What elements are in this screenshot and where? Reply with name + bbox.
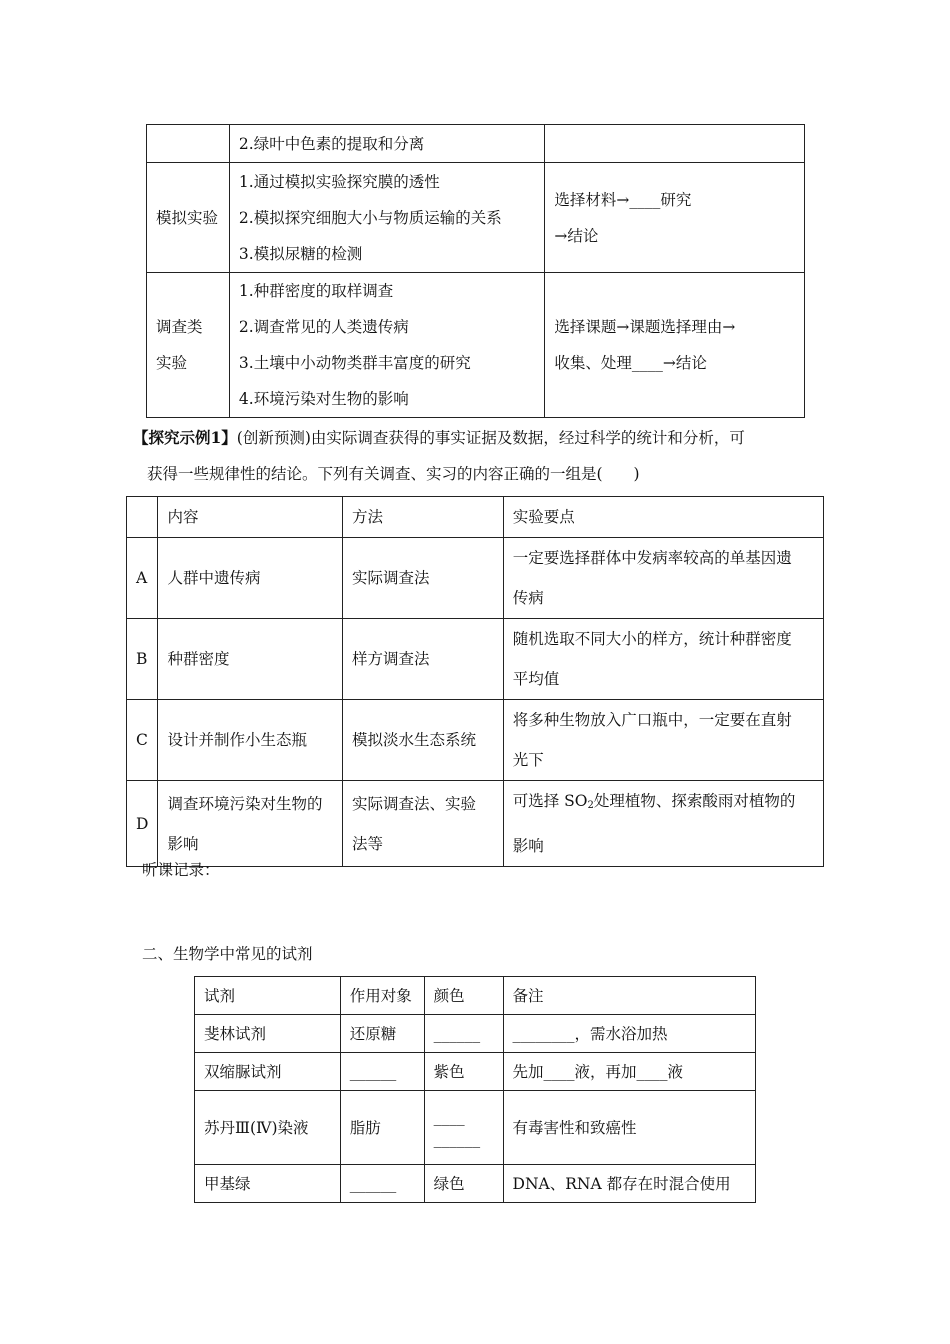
content-cell: 种群密度 [158,619,343,700]
target-cell: 还原糖 [340,1015,424,1053]
example-line-1 [133,420,745,456]
category-cell [147,125,230,163]
table-row [147,273,805,418]
header-points: 实验要点 [503,497,823,538]
table-row [127,619,824,700]
header-target: 作用对象 [340,977,424,1015]
table-row [195,1015,756,1053]
method-cell: 实际调查法、实验 法等 [343,781,504,867]
points-cell: 可选择 $SO_2$处理植物、探索酸雨对植物的 影响 [503,781,823,867]
example-line-2: 获得一些规律性的结论。下列有关调查、实习的内容正确的一组是( ) [147,465,640,483]
reagent-cell: 苏丹Ⅲ(Ⅳ)染液 [195,1091,341,1165]
points-cell: 一定要选择群体中发病率较高的单基因遗 传病 [503,538,823,619]
header-note: 备注 [503,977,755,1015]
header-content: 内容 [158,497,343,538]
header-option [127,497,158,538]
content-cell: 设计并制作小生态瓶 [158,700,343,781]
notes-label: 听课记录： [142,861,220,879]
table-row [147,125,805,163]
category-cell: 模拟实验 [147,163,230,273]
experiment-types-table [146,124,805,418]
target-cell: 脂肪 [340,1091,424,1165]
items-cell: 1.通过模拟实验探究膜的透性 2.模拟探究细胞大小与物质运输的关系 3.模拟尿糖的检测 [229,163,544,273]
table-row [147,163,805,273]
category-cell: 调查类 实验 [147,273,230,418]
section-title: 二、生物学中常见的试剂 [142,945,313,963]
reagent-cell: 双缩脲试剂 [195,1053,341,1091]
header-method: 方法 [343,497,504,538]
color-cell: ______ [424,1015,503,1053]
points-cell: 将多种生物放入广口瓶中，一定要在直射 光下 [503,700,823,781]
color-cell: 绿色 [424,1165,503,1203]
content-cell: 调查环境污染对生物的 影响 [158,781,343,867]
process-cell [545,125,805,163]
option-label: C [127,700,158,781]
points-cell: 随机选取不同大小的样方，统计种群密度 平均值 [503,619,823,700]
content-cell: 人群中遗传病 [158,538,343,619]
option-label: B [127,619,158,700]
table-header-row [127,497,824,538]
reagents-table [194,976,756,1203]
items-cell: 2.绿叶中色素的提取和分离 [229,125,544,163]
example-text-1: (创新预测)由实际调查获得的事实证据及数据，经过科学的统计和分析，可 [236,429,745,447]
example-tag: 【探究示例1】 [133,428,237,447]
color-cell: ____ ______ [424,1091,503,1165]
table-row [195,1053,756,1091]
table-row [127,700,824,781]
items-cell: 1.种群密度的取样调查 2.调查常见的人类遗传病 3.土壤中小动物类群丰富度的研究 4.环境污染对生物的影响 [229,273,544,418]
method-cell: 样方调查法 [343,619,504,700]
option-label: D [127,781,158,867]
table-row [195,1091,756,1165]
header-reagent: 试剂 [195,977,341,1015]
method-cell: 实际调查法 [343,538,504,619]
note-cell: 先加____液，再加____液 [503,1053,755,1091]
process-cell: 选择课题→课题选择理由→ 收集、处理____→结论 [545,273,805,418]
header-color: 颜色 [424,977,503,1015]
target-cell: ______ [340,1053,424,1091]
process-cell: 选择材料→____研究 →结论 [545,163,805,273]
table-row [127,538,824,619]
method-cell: 模拟淡水生态系统 [343,700,504,781]
note-cell: DNA、RNA 都存在时混合使用 [503,1165,755,1203]
reagent-cell: 斐林试剂 [195,1015,341,1053]
color-cell: 紫色 [424,1053,503,1091]
question-options-table [126,496,824,867]
reagent-cell: 甲基绿 [195,1165,341,1203]
note-cell: 有毒害性和致癌性 [503,1091,755,1165]
option-label: A [127,538,158,619]
table-header-row [195,977,756,1015]
table-row [195,1165,756,1203]
note-cell: ________，需水浴加热 [503,1015,755,1053]
table-row [127,781,824,867]
target-cell: ______ [340,1165,424,1203]
